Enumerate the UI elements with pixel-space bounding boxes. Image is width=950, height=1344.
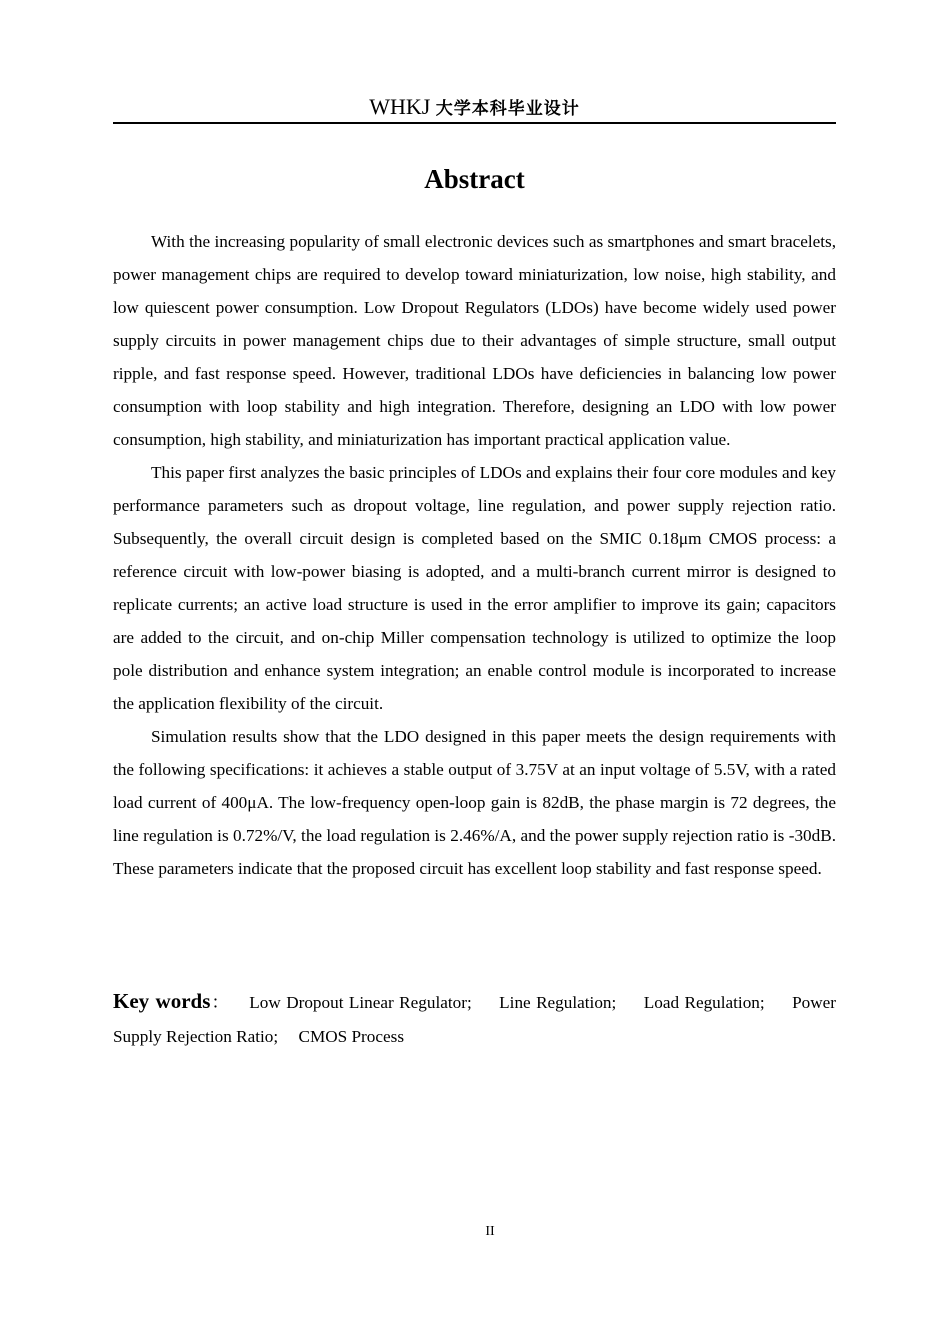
keyword-item: CMOS Process	[298, 1027, 405, 1046]
keywords-separator: ：	[210, 993, 230, 1012]
keyword-item: Load Regulation;	[643, 993, 765, 1012]
page-number: II	[485, 1224, 495, 1239]
abstract-paragraph-2: This paper first analyzes the basic principles of LDOs and explains their four core modules and key performance parameters such as dropout voltage, line regulation, and power supply rejection ratio. Subsequently, the overall circuit design is completed based on the SMIC 0.18μm CMOS process: a reference circuit with low-power biasing is adopted, and a multi-branch current mirror is designed to replicate currents; an active load structure is used in the error amplifier to improve its gain; capacitors are added to the circuit, and on-chip Miller compensation technology is utilized to optimize the loop pole distribution and enhance system integration; an enable control module is incorporated to increase the application flexibility of the circuit.	[113, 463, 836, 713]
page-header	[113, 92, 836, 124]
keyword-item: Power Supply Rejection Ratio;	[113, 993, 837, 1046]
abstract-paragraph-1: With the increasing popularity of small electronic devices such as smartphones and smart bracelets, power management chips are required to develop toward miniaturization, low noise, high stability, and low quiescent power consumption. Low Dropout Regulators (LDOs) have become widely used power supply circuits in power management chips due to their advantages of simple structure, small output ripple, and fast response speed. However, traditional LDOs have deficiencies in balancing low power consumption with loop stability and high integration. Therefore, designing an LDO with low power consumption, high stability, and miniaturization has important practical application value.	[113, 232, 836, 449]
keyword-item: Line Regulation;	[499, 993, 617, 1012]
header-cjk-text: 大学本科毕业设计	[435, 99, 580, 119]
abstract-body	[113, 225, 836, 885]
keywords-label: Key words	[113, 989, 211, 1013]
header-latin-text: WHKJ	[369, 94, 431, 119]
keyword-item: Low Dropout Linear Regulator;	[249, 993, 472, 1012]
abstract-title: Abstract	[424, 164, 525, 194]
keywords-section	[113, 984, 836, 1054]
abstract-paragraph-3: Simulation results show that the LDO designed in this paper meets the design requirements with the following specifications: it achieves a stable output of 3.75V at an input voltage of 5.5V, with a rated load current of 400μA. The low-frequency open-loop gain is 82dB, the phase margin is 72 degrees, the line regulation is 0.72%/V, the load regulation is 2.46%/A, and the power supply rejection ratio is -30dB. These parameters indicate that the proposed circuit has excellent loop stability and fast response speed.	[113, 727, 836, 878]
